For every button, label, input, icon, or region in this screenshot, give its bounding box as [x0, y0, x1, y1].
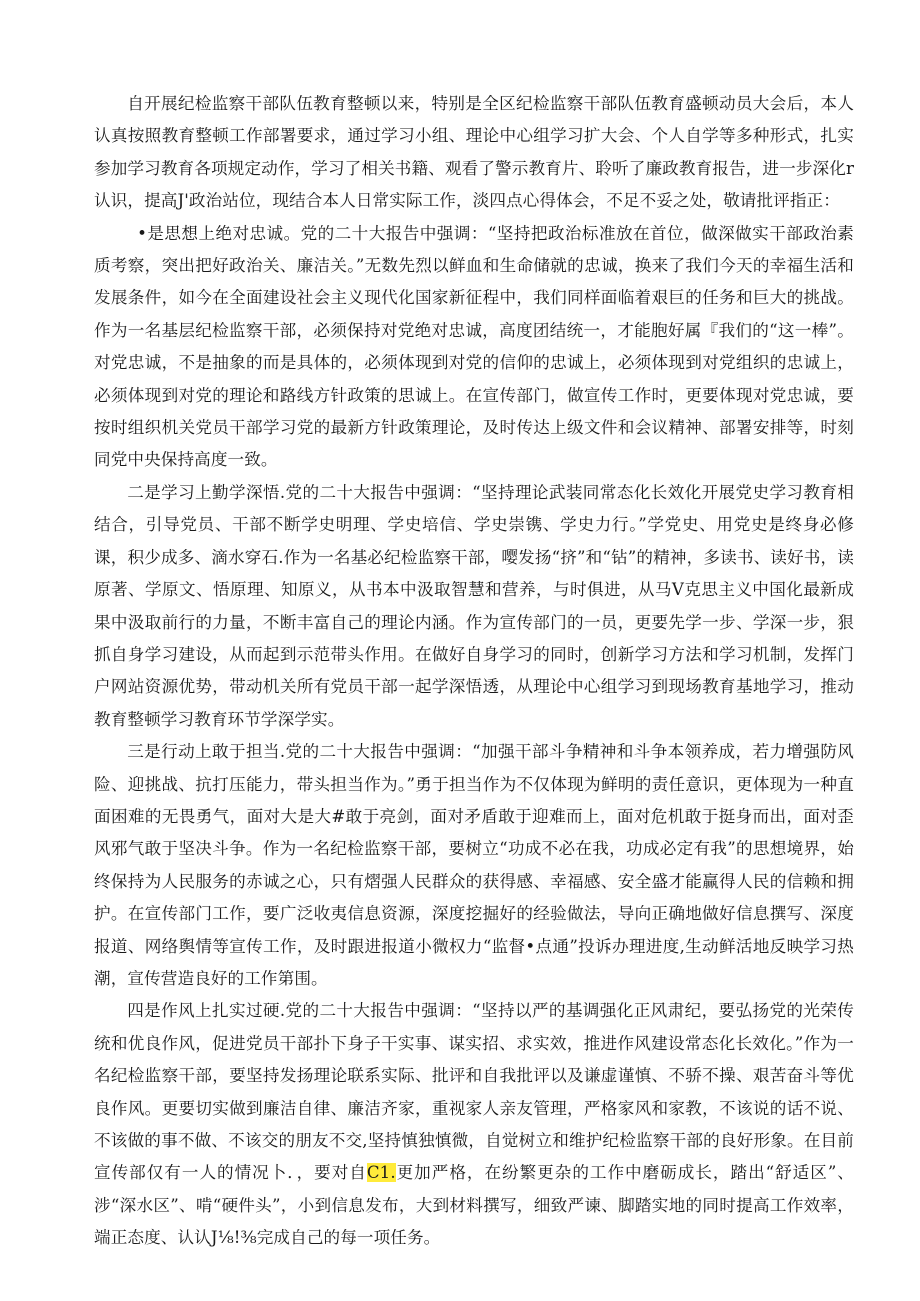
intro-paragraph: 自开展纪检监察干部队伍教育整顿以来，特别是全区纪检监察干部队伍教育盛顿动员大会后，本人认真按照教育整顿工作部署要求，通过学习小组、理论中心组学习扩大会、个人自学等多种形式，扎实参加学习教育各项规定动作，学习了相关书籍、观看了警示教育片、聆听了廉政教育报告，进一步深化r认识，提高J'政治站位，现结合本人日常实际工作，淡四点心得体会，不足不妥之处，敬请批评指正：	[94, 94, 854, 211]
highlighted-text: C1.	[366, 1163, 396, 1183]
section-4-text-before: 四是作风上扎实过硬.党的二十大报告中强调：“坚持以严的基调强化正风肃纪，要弘扬党的光荣传统和优良作风，促进党员干部扑下身子干实事、谋实招、求实效，推进作风建设常态化长效化。”作为一名纪检监察干部，要坚持发扬理论联系实际、批评和自我批评以及谦虚谨慎、不骄不操、艰苦奋斗等优良作风。更要切实做到廉洁自律、廉洁齐家，重视家人亲友管理，严格家风和家教，不该说的话不说、不该做的事不做、不该交的朋友不交,坚持慎独慎微，自觉树立和维护纪检监察干部的良好形象。在目前宣传部仅有一人的情况卜．，要对自	[94, 1001, 854, 1183]
section-4-text-after: 更加严格，在纷繁更杂的工作中磨砺成长，踏出“舒适区”、涉“深水区”、啃“硬件头”，小到信息发布，大到材料撰写，细致严谏、脚踏实地的同时提高工作效率，端正态度、认认J⅛!⅜完成自己的每一项任务。	[94, 1163, 854, 1248]
section-4-paragraph	[94, 995, 854, 1254]
section-3-paragraph: 三是行动上敢于担当.党的二十大报告中强调：“加强干部斗争精神和斗争本领养成，若力增强防风险、迎挑战、抗打压能力，带头担当作为。”勇于担当作为不仅体现为鲜明的责任意识，更体现为一种直面困难的无畏勇气，面对大是大#敢于亮剑，面对矛盾敢于迎难而上，面对危机敢于挺身而出，面对歪风邪气敢于坚决斗争。作为一名纪检监察干部，要树立“功成不必在我，功成必定有我”的思想境界，始终保持为人民服务的赤诚之心，只有熠强人民群众的获得感、幸福感、安全盛才能赢得人民的信赖和拥护。在宣传部门工作，要广泛收夷信息资源，深度挖掘好的经验做法，导向正确地做好信息撰写、深度报道、网络舆情等宣传工作，及时跟进报道小微权力“监督•点通”投诉办理进度,生动鲜活地反映学习热潮，宣传营造良好的工作第围。	[94, 742, 854, 988]
section-2-paragraph: 二是学习上勤学深悟.党的二十大报告中强调：“坚持理论武装同常态化长效化开展党史学习教育相结合，引导党员、干部不断学史明理、学史培信、学史崇镌、学史力行。”学党史、用党史是终身必修课，积少成多、滴水穿石.作为一名基必纪检监察干部，嘤发扬“挤”和“钻”的精神，多读书、读好书，读原著、学原文、悟原理、知原义，从书本中汲取智慧和营养，与时俱进，从马V克思主义中国化最新成果中汲取前行的力量，不断丰富自己的理论内涵。作为宣传部门的一员，更要先学一步、学深一步，狠抓自身学习建设，从而起到示范带头作用。在做好自身学习的同时，创新学习方法和学习机制，发挥门户网站资源优势，带动机关所有党员干部一起学深悟透，从理论中心组学习到现场教育基地学习，推动教育整顿学习教育环节学深学实。	[94, 482, 854, 729]
document-body	[94, 88, 854, 1255]
section-1-paragraph: •是思想上绝对忠诚。党的二十大报告中强调：“坚持把政治标准放在首位，做深做实干部政治素质考察，突出把好政治关、廉洁关。”无数先烈以鲜血和生命储就的忠诚，换来了我们今天的幸福生活和发展条件，如今在全面建设社会主义现代化国家新征程中，我们同样面临着艰巨的任务和巨大的挑战。作为一名基层纪检监察干部，必须保持对党绝对忠诚，高度团结统一，才能胞好属『我们的“这一棒”。对党忠诚，不是抽象的而是具体的，必须体现到对党的信仰的忠诚上，必须体现到对党组织的忠诚上，必须体现到对党的理论和路线方针政策的思诚上。在宣传部门，做宣传工作时，更要体现对党忠诚，要按时组织机关党员干部学习党的最新方针政策理论，及时传达上级文件和会议精神、部署安排等，时刻同党中央保持高度一致。	[94, 223, 854, 470]
